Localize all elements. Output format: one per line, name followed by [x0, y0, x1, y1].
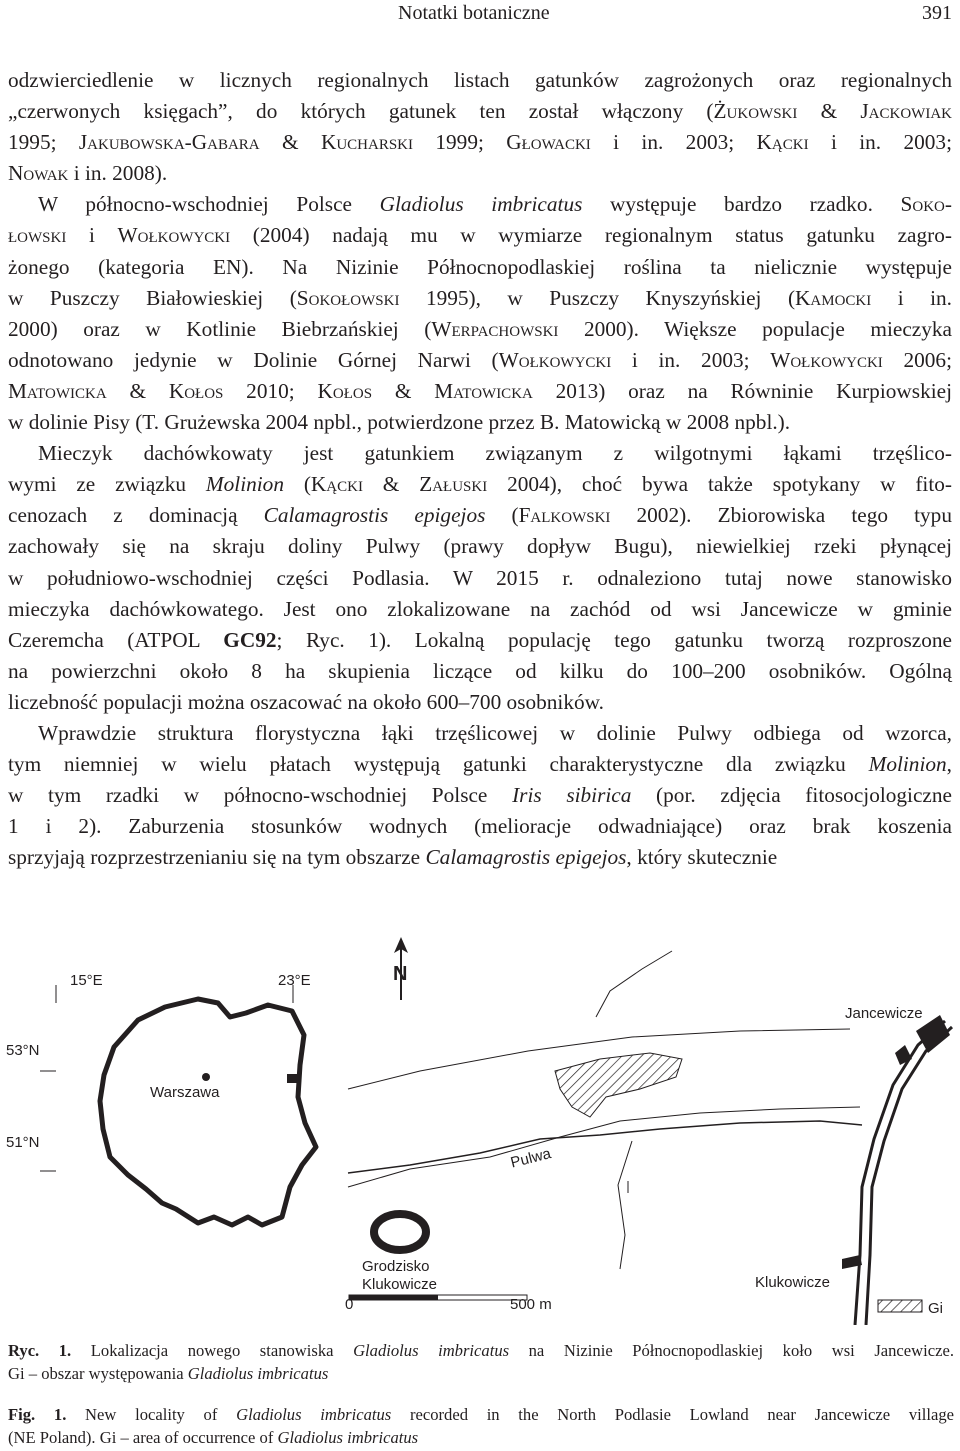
label-15e: 15°E: [70, 972, 103, 989]
legend: [878, 1300, 943, 1317]
text-line: w południowo-wschodniej części Podlasia. W 2015 r. odnaleziono tutaj nowe stanowisko: [8, 565, 952, 590]
text-line: odzwierciedlenie w licznych regionalnych listach gatunków zagrożonych oraz regionalnych: [8, 68, 952, 92]
study-area-marker: [287, 1074, 299, 1083]
label-53n: 53°N: [6, 1042, 40, 1059]
text-line: żonego (kategoria EN). Na Nizinie Północnopodlaskiej roślina ta nielicznie występuje: [8, 254, 952, 279]
text-line: Gi – obszar występowania Gladiolus imbricatus: [8, 1363, 329, 1383]
text-line: na powierzchni około 8 ha skupienia liczące od kilku do 100–200 osobników. Ogólną: [8, 658, 952, 683]
paragraph-4: [8, 718, 952, 873]
detail-map-frame: [343, 941, 955, 1291]
text-line: 2000) oraz w Kotlinie Biebrzańskiej (Werpachowski 2000). Większe populacje mieczyka: [8, 316, 952, 341]
text-line: tym niemniej w wielu płatach występują gatunki charakterystyczne dla związku Molinion,: [8, 752, 952, 777]
text-line: 1995; Jakubowska-Gabara & Kucharski 1999; Głowacki i in. 2003; Kącki i in. 2003;: [8, 130, 952, 155]
poland-outline: [100, 999, 316, 1225]
north-label: N: [393, 963, 408, 985]
text-line: Czeremcha (ATPOL GC92; Ryc. 1). Lokalną populację tego gatunku tworzą rozproszone: [8, 627, 952, 652]
text-line: Fig. 1. New locality of Gladiolus imbricatus recorded in the North Podlasie Lowland near Jancewicze village: [8, 1405, 954, 1424]
paragraph-2: [8, 189, 952, 438]
text-line: Nowak i in. 2008).: [8, 161, 168, 186]
label-warszawa: Warszawa: [150, 1084, 220, 1101]
text-line: mieczyka dachówkowatego. Jest ono zlokalizowane na zachód od wsi Jancewicze w gminie: [8, 596, 952, 621]
map-svg: [0, 925, 960, 1325]
figure-map: [0, 925, 960, 1325]
label-51n: 51°N: [6, 1134, 40, 1151]
text-line: Matowicka & Kołos 2010; Kołos & Matowicka 2013) oraz na Równinie Kurpiowskiej: [8, 378, 953, 403]
page-number: 391: [922, 2, 952, 24]
caption-polish: [8, 1340, 954, 1385]
text-line: w tym rzadki w północno-wschodniej Polsce Iris sibirica (por. zdjęcia fitosocjologiczne: [8, 783, 952, 808]
poland-inset: [6, 972, 316, 1225]
detail-map: [343, 937, 955, 1325]
text-line: „czerwonych księgach”, do których gatunek ten został włączony (Żukowski & Jackowiak: [8, 99, 952, 124]
text-line: sprzyjają rozprzestrzenianiu się na tym obszarze Calamagrostis epigejos, który skutecznie: [8, 845, 778, 870]
text-line: zachowały się na skraju doliny Pulwy (prawy dopływ Bugu), niewielkiej rzeki płynącej: [8, 534, 952, 559]
body-text: [8, 65, 952, 873]
caption-english: [8, 1404, 954, 1449]
text-line: łowski i Wołkowycki (2004) nadają mu w wymiarze regionalnym status gatunku zagro-: [8, 223, 952, 248]
text-line: (NE Poland). Gi – area of occurrence of Gladiolus imbricatus: [8, 1427, 419, 1447]
label-23e: 23°E: [278, 972, 311, 989]
label-klukowicze: Klukowicze: [755, 1274, 831, 1291]
text-line: W północno-wschodniej Polsce Gladiolus imbricatus występuje bardzo rzadko. Soko-: [38, 192, 952, 217]
text-line: odnotowano jedynie w Dolinie Górnej Narwi (Wołkowycki i in. 2003; Wołkowycki 2006;: [8, 347, 952, 372]
warsaw-dot: [202, 1073, 210, 1081]
label-pulwa: Pulwa: [508, 1145, 553, 1172]
text-line: Wprawdzie struktura florystyczna łąki trzęślicowej w dolinie Pulwy odbiega od wzorca,: [38, 720, 952, 745]
label-jancewicze: Jancewicze: [845, 1005, 923, 1022]
text-line: liczebność populacji można oszacować na około 600–700 osobników.: [8, 689, 604, 714]
running-header: [0, 2, 960, 26]
legend-hatch: [878, 1300, 922, 1312]
paragraph-1: [8, 65, 952, 189]
text-line: wymi ze związku Molinion (Kącki & Załuski 2004), choć bywa także spotykany w fito-: [8, 472, 952, 497]
legend-label: Gi: [928, 1300, 943, 1317]
scale-zero: 0: [345, 1296, 354, 1313]
text-line: w Puszczy Białowieskiej (Sokołowski 1995), w Puszczy Knyszyńskiej (Kamocki i in.: [8, 285, 952, 310]
paragraph-3: [8, 438, 952, 718]
scale-bar: [345, 1295, 552, 1313]
text-line: Mieczyk dachówkowaty jest gatunkiem związanym z wilgotnymi łąkami trzęślico-: [38, 441, 952, 466]
label-grodzisko-2: Klukowicze: [362, 1276, 438, 1293]
text-line: 1 i 2). Zaburzenia stosunków wodnych (melioracje odwadniające) oraz brak koszenia: [8, 814, 952, 839]
label-grodzisko-1: Grodzisko: [362, 1258, 430, 1275]
journal-title: Notatki botaniczne: [398, 2, 550, 24]
text-line: w dolinie Pisy (T. Grużewska 2004 npbl., potwierdzone przez B. Matowicką w 2008 npbl.).: [8, 410, 791, 435]
text-line: Ryc. 1. Lokalizacja nowego stanowiska Gladiolus imbricatus na Nizinie Północnopodlaskiej koło wsi Jancewicze.: [8, 1341, 955, 1360]
scale-length: 500 m: [510, 1296, 552, 1313]
text-line: cenozach z dominacją Calamagrostis epigejos (Falkowski 2002). Zbiorowiska tego typu: [8, 503, 952, 528]
